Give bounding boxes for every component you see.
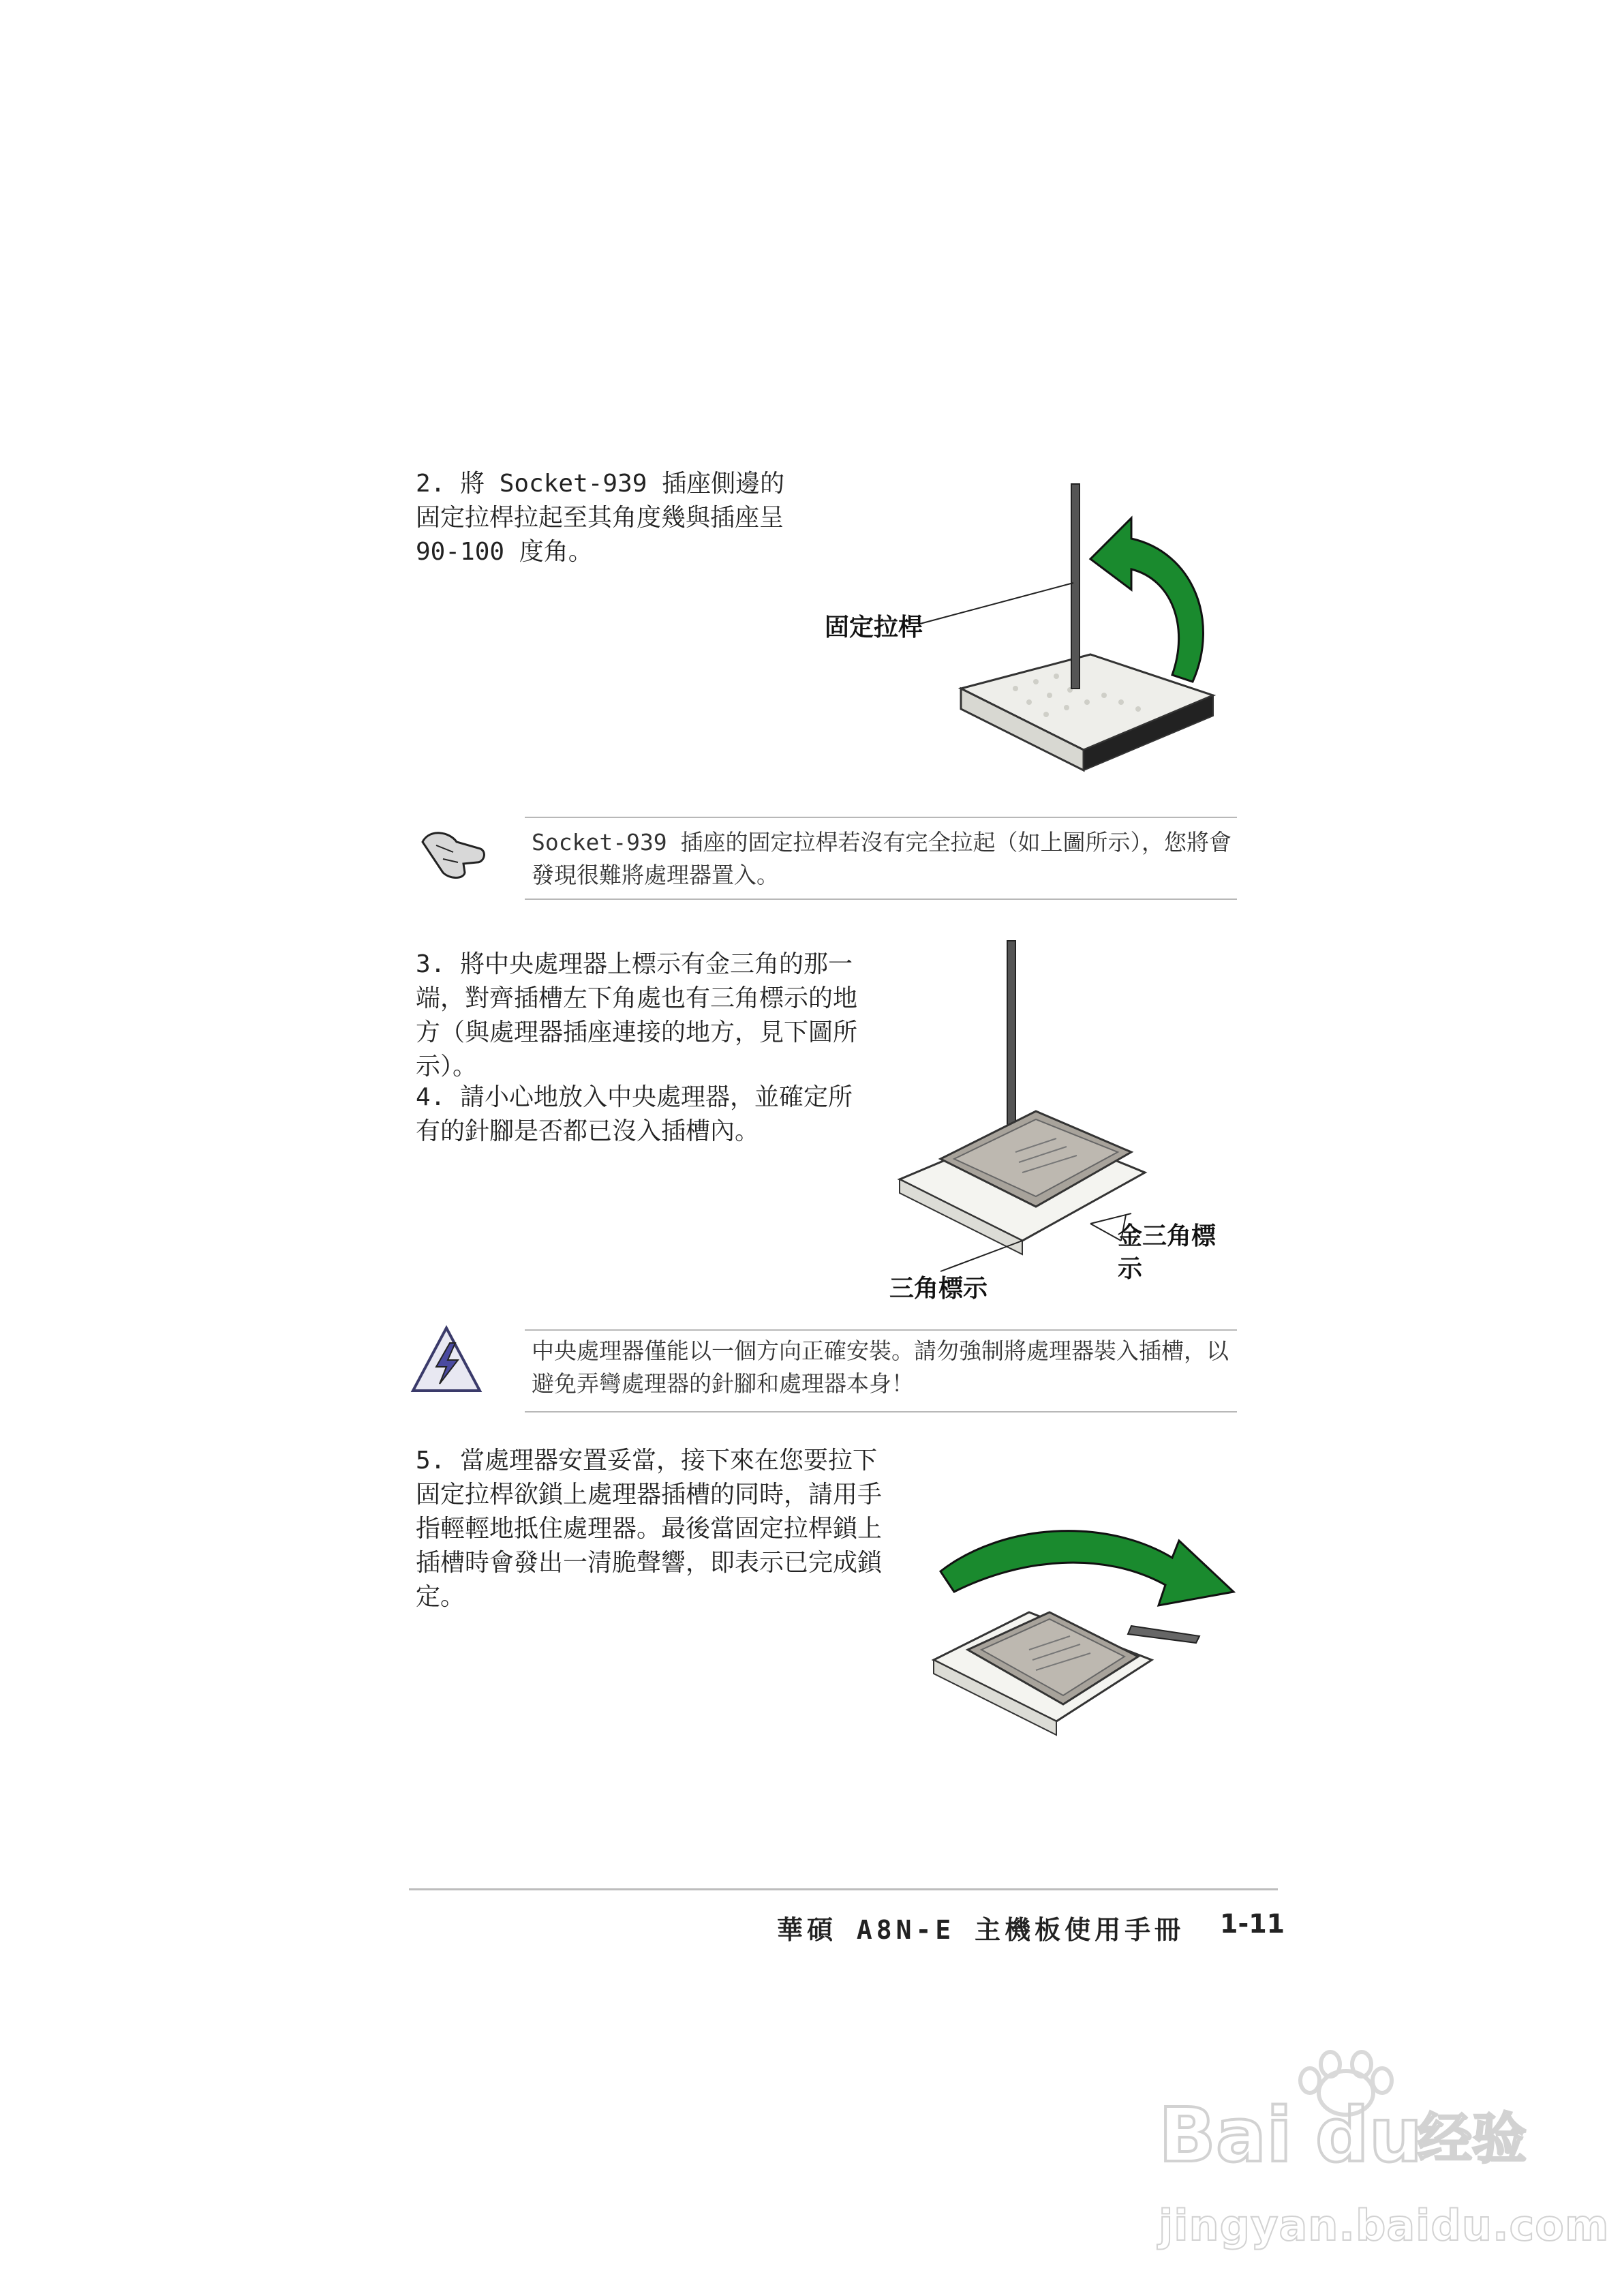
note-top-rule: [525, 817, 1237, 818]
lever-lock-illustration: [927, 1503, 1254, 1749]
note-text: Socket-939 插座的固定拉桿若沒有完全拉起（如上圖所示），您將會發現很難將處理器置入。: [532, 829, 1232, 888]
svg-text:du: du: [1315, 2091, 1423, 2179]
lever-label: 固定拉桿: [825, 614, 923, 641]
footer-rule: [409, 1888, 1278, 1890]
svg-text:Bai: Bai: [1159, 2091, 1292, 2179]
gold-triangle-label: 金三角標示: [1118, 1222, 1216, 1283]
triangle-mark-label: 三角標示: [889, 1275, 988, 1303]
warning-bottom-rule: [525, 1411, 1237, 1413]
note-bottom-rule: [525, 898, 1237, 900]
warning-text: 中央處理器僅能以一個方向正確安裝。請勿強制將處理器裝入插槽，以避免弄彎處理器的針腳和處理器本身！: [532, 1338, 1229, 1397]
baidu-watermark-logo: [1152, 2038, 1533, 2209]
svg-text:经验: 经验: [1418, 2107, 1527, 2171]
step2-text: 2. 將 Socket-939 插座側邊的固定拉桿拉起至其角度幾與插座呈 90-100 度角。: [416, 470, 785, 566]
step5-text: 5. 當處理器安置妥當，接下來在您要拉下固定拉桿欲鎖上處理器插槽的同時，請用手指輕輕地抵住處理器。最後當固定拉桿鎖上插槽時會發出一清脆聲響，即表示已完成鎖定。: [416, 1447, 883, 1611]
warning-top-rule: [525, 1329, 1237, 1331]
watermark-url: jingyan.baidu.com: [1159, 2201, 1610, 2250]
footer-manual-title: 華碩 A8N-E 主機板使用手冊: [777, 1915, 1185, 1945]
step4-text: 4. 請小心地放入中央處理器，並確定所有的針腳是否都已沒入插槽內。: [416, 1083, 853, 1145]
note-hand-icon: [416, 821, 491, 883]
step3-text: 3. 將中央處理器上標示有金三角的那一端，對齊插槽左下角處也有三角標示的地方（與處理器插座連接的地方，見下圖所示）。: [416, 950, 858, 1081]
page-number: 1-11: [1220, 1909, 1285, 1939]
warning-icon: [409, 1323, 484, 1398]
